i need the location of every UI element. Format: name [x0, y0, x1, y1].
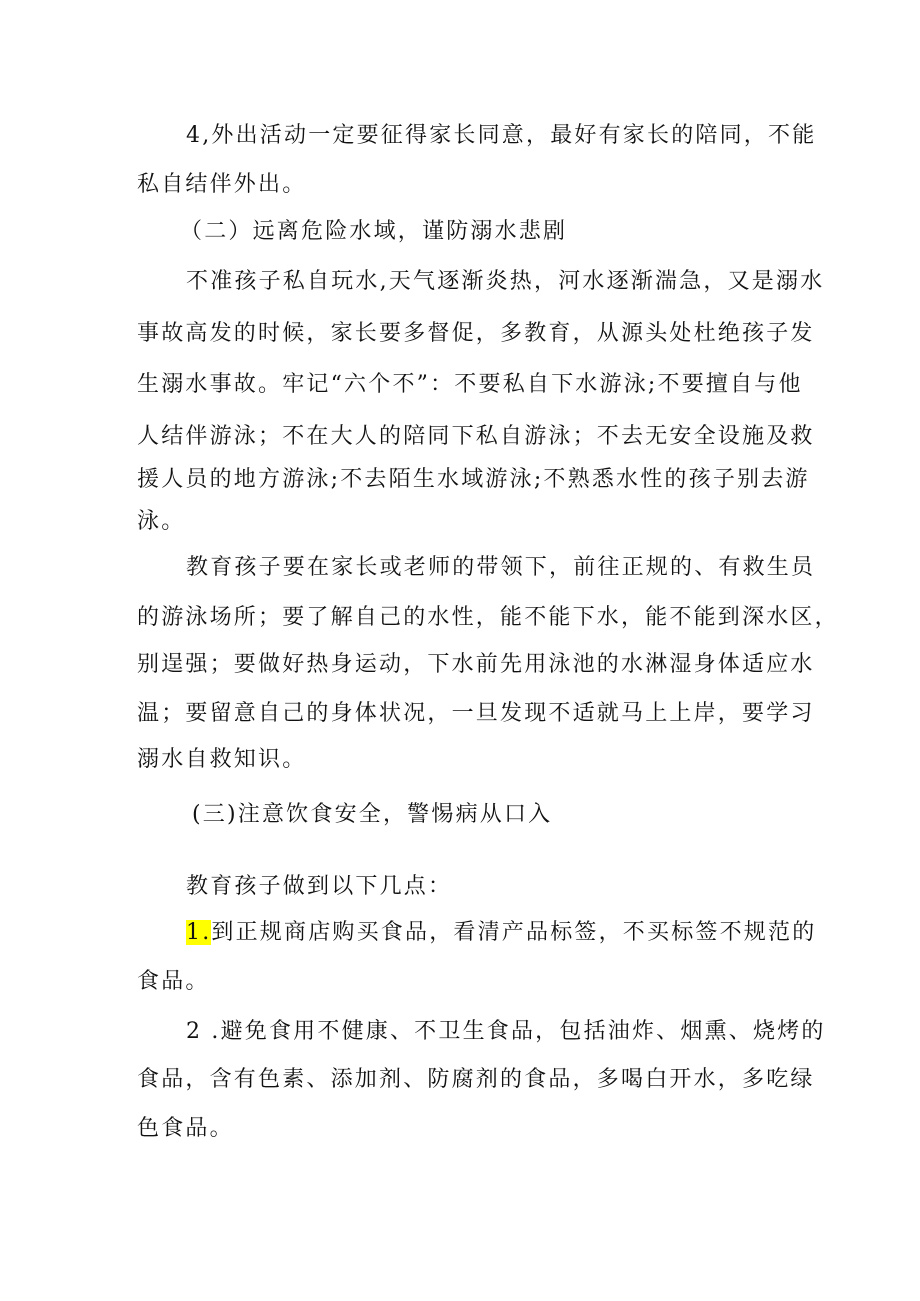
section3-heading: (三)注意饮食安全，警惕病从口入 [192, 802, 553, 827]
section2-para2-line-4: 温；要留意自己的身体状况，一旦发现不适就马上上岸，要学习 [137, 701, 815, 726]
section3-item2-line-3: 色食品。 [137, 1116, 234, 1141]
section2-para1-line-3: 生溺水事故。牢记“六个不”：不要私自下水游泳;不要擅自与他 [137, 372, 803, 397]
section3-item2-line-2: 食品，含有色素、添加剂、防腐剂的食品，多喝白开水，多吃绿 [137, 1067, 815, 1092]
item4-line-2: 私自结伴外出。 [137, 172, 307, 197]
section2-para1-line-2: 事故高发的时候，家长要多督促，多教育，从源头处杜绝孩子发 [137, 321, 815, 346]
section2-para2-line-1: 教育孩子要在家长或老师的带领下，前往正规的、有救生员 [186, 555, 816, 580]
section2-para1-line-1: 不准孩子私自玩水,天气逐渐炎热，河水逐渐湍急，又是溺水 [186, 269, 825, 294]
item1-line-1-text: 到正规商店购买食品，看清产品标签，不买标签不规范的 [211, 920, 817, 945]
section2-para1-line-6: 泳。 [137, 509, 186, 534]
section3-item1-line-1 [186, 918, 816, 948]
section2-para2-line-2: 的游泳场所；要了解自己的水性，能不能下水，能不能到深水区， [137, 605, 839, 630]
section2-para1-line-5: 援人员的地方游泳;不去陌生水域游泳;不熟悉水性的孩子别去游 [137, 467, 810, 492]
section2-heading: （二）远离危险水域，谨防溺水悲剧 [180, 219, 568, 244]
section3-intro: 教育孩子做到以下几点： [186, 874, 453, 899]
section2-para1-line-4: 人结伴游泳；不在大人的陪同下私自游泳；不去无安全设施及救 [137, 424, 815, 449]
item1-number-highlight: 1. [186, 920, 212, 945]
item4-line-1: 4,外出活动一定要征得家长同意，最好有家长的陪同，不能 [186, 123, 817, 148]
section2-para2-line-3: 别逞强；要做好热身运动，下水前先用泳池的水淋湿身体适应水 [137, 652, 815, 677]
section3-item1-line-2: 食品。 [137, 969, 210, 994]
section3-item2-line-1: 2 .避免食用不健康、不卫生食品，包括油炸、烟熏、烧烤的 [186, 1019, 826, 1044]
section2-para2-line-5: 溺水自救知识。 [137, 747, 307, 772]
